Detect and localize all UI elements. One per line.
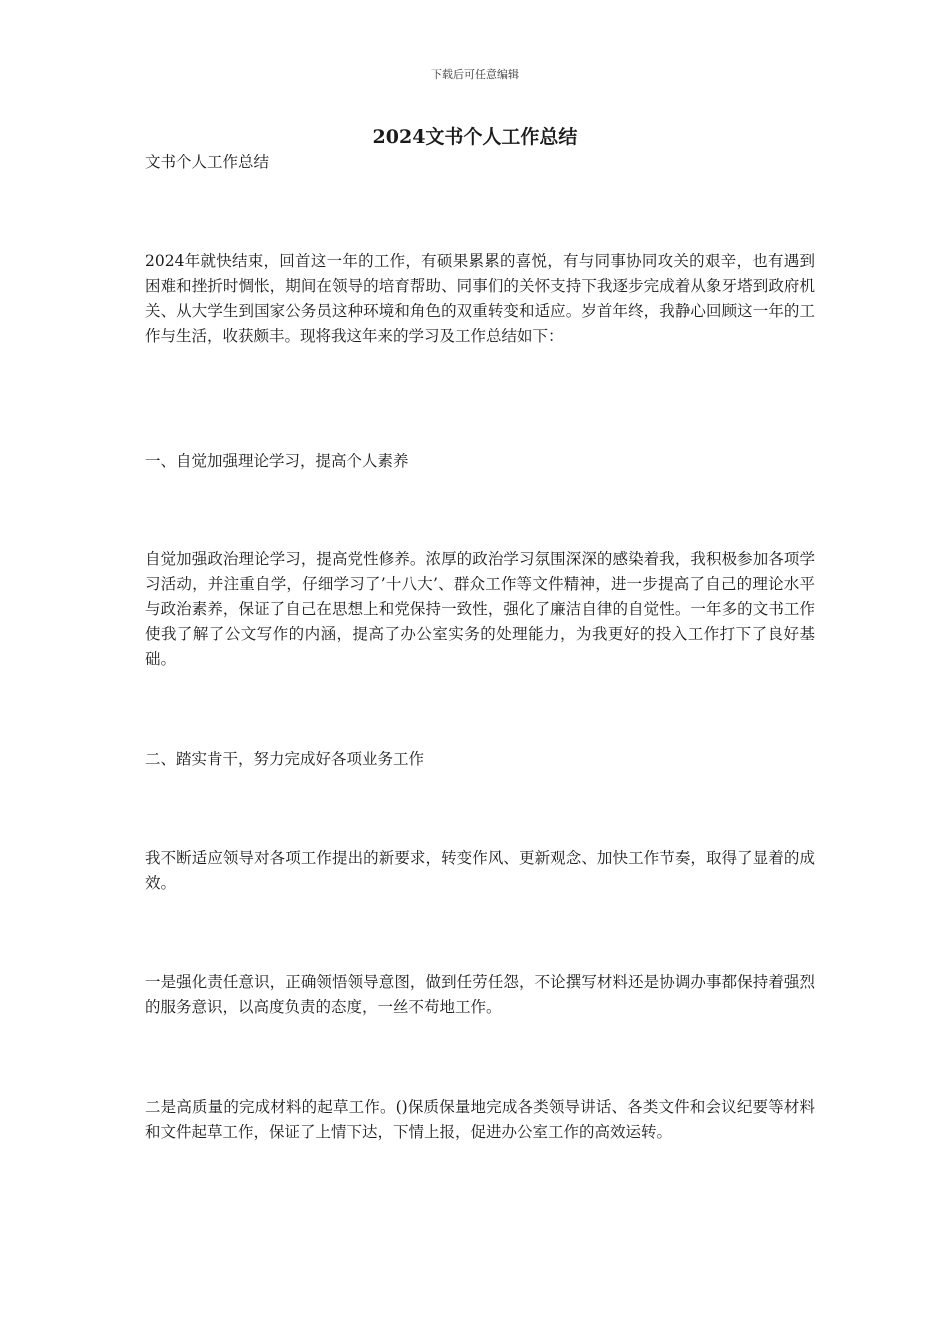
page-header-note: 下载后可任意编辑: [431, 68, 519, 81]
section-2-paragraph: 我不断适应领导对各项工作提出的新要求，转变作风、更新观念、加快工作节奏，取得了显着的成效。: [145, 849, 815, 892]
point-2-paragraph: 二是高质量的完成材料的起草工作。()保质保量地完成各类领导讲话、各类文件和会议纪要等材料和文件起草工作，保证了上情下达，下情上报，促进办公室工作的高效运转。: [145, 1098, 815, 1141]
document-title: 2024文书个人工作总结: [372, 126, 578, 148]
document-subtitle: 文书个人工作总结: [145, 153, 270, 171]
point-1-paragraph: 一是强化责任意识，正确领悟领导意图，做到任劳任怨，不论撰写材料还是协调办事都保持着强烈的服务意识，以高度负责的态度，一丝不苟地工作。: [145, 973, 815, 1016]
section-1-paragraph: 自觉加强政治理论学习，提高党性修养。浓厚的政治学习氛围深深的感染着我，我积极参加各项学习活动，并注重自学，仔细学习了’十八大’、群众工作等文件精神，进一步提高了自己的理论水平与政治素养，保证了自己在思想上和党保持一致性，强化了廉洁自律的自觉性。一年多的文书工作使我了解了公文写作的内涵，提高了办公室实务的处理能力，为我更好的投入工作打下了良好基础。: [145, 550, 815, 668]
section-1-heading: 一、自觉加强理论学习，提高个人素养: [145, 452, 409, 470]
intro-paragraph: 2024年就快结束，回首这一年的工作，有硕果累累的喜悦，有与同事协同攻关的艰辛，也有遇到困难和挫折时惆怅，期间在领导的培育帮助、同事们的关怀支持下我逐步完成着从象牙塔到政府机关、从大学生到国家公务员这种环境和角色的双重转变和适应。岁首年终，我静心回顾这一年的工作与生活，收获颇丰。现将我这年来的学习及工作总结如下：: [145, 252, 815, 345]
section-2-heading: 二、踏实肯干，努力完成好各项业务工作: [145, 750, 425, 768]
